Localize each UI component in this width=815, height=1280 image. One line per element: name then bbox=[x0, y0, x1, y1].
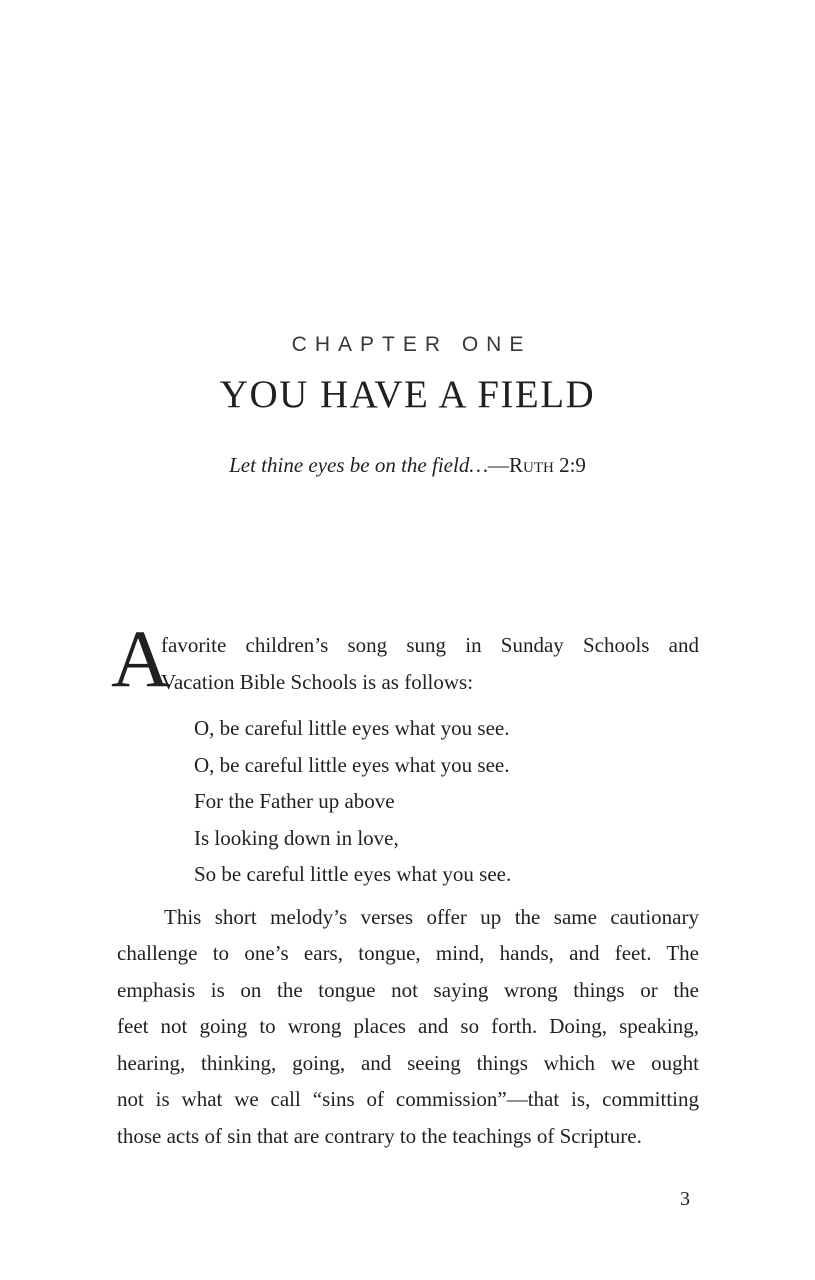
paragraph-line: not is what we call “sins of commission”—that is, committing bbox=[117, 1087, 699, 1111]
paragraph-line: challenge to one’s ears, tongue, mind, hands, and feet. The bbox=[117, 941, 699, 965]
paragraph-line: emphasis is on the tongue not saying wrong things or the bbox=[117, 977, 699, 1002]
paragraph-line: This short melody’s verses offer up the same cautionary bbox=[164, 904, 699, 929]
opening-line: Vacation Bible Schools is as follows: bbox=[161, 669, 474, 694]
epigraph bbox=[0, 453, 815, 478]
paragraph-line: those acts of sin that are contrary to the teachings of Scripture. bbox=[117, 1123, 642, 1148]
body-paragraph bbox=[117, 899, 699, 1155]
verse-line: Is looking down in love, bbox=[194, 825, 399, 850]
epigraph-dash: — bbox=[488, 453, 509, 477]
paragraph-line: hearing, thinking, going, and seeing things which we ought bbox=[117, 1050, 699, 1075]
verse-line: O, be careful little eyes what you see. bbox=[194, 752, 510, 777]
page-number: 3 bbox=[680, 1188, 690, 1210]
chapter-title: YOU HAVE A FIELD bbox=[219, 373, 596, 416]
verse-line: For the Father up above bbox=[194, 789, 395, 813]
drop-cap: A bbox=[111, 613, 171, 704]
body-text bbox=[111, 613, 699, 1154]
paragraph-line: feet not going to wrong places and so forth. Doing, speaking, bbox=[117, 1014, 699, 1038]
verse-line: So be careful little eyes what you see. bbox=[194, 862, 512, 886]
epigraph-reference: Ruth 2:9 bbox=[509, 453, 586, 477]
chapter-label: CHAPTER ONE bbox=[291, 333, 532, 356]
opening-paragraph bbox=[111, 613, 699, 704]
verse-line: O, be careful little eyes what you see. bbox=[194, 716, 510, 740]
opening-line: favorite children’s song sung in Sunday Schools and bbox=[161, 633, 699, 657]
song-verse bbox=[194, 710, 699, 893]
epigraph-quote: Let thine eyes be on the field… bbox=[229, 453, 488, 477]
